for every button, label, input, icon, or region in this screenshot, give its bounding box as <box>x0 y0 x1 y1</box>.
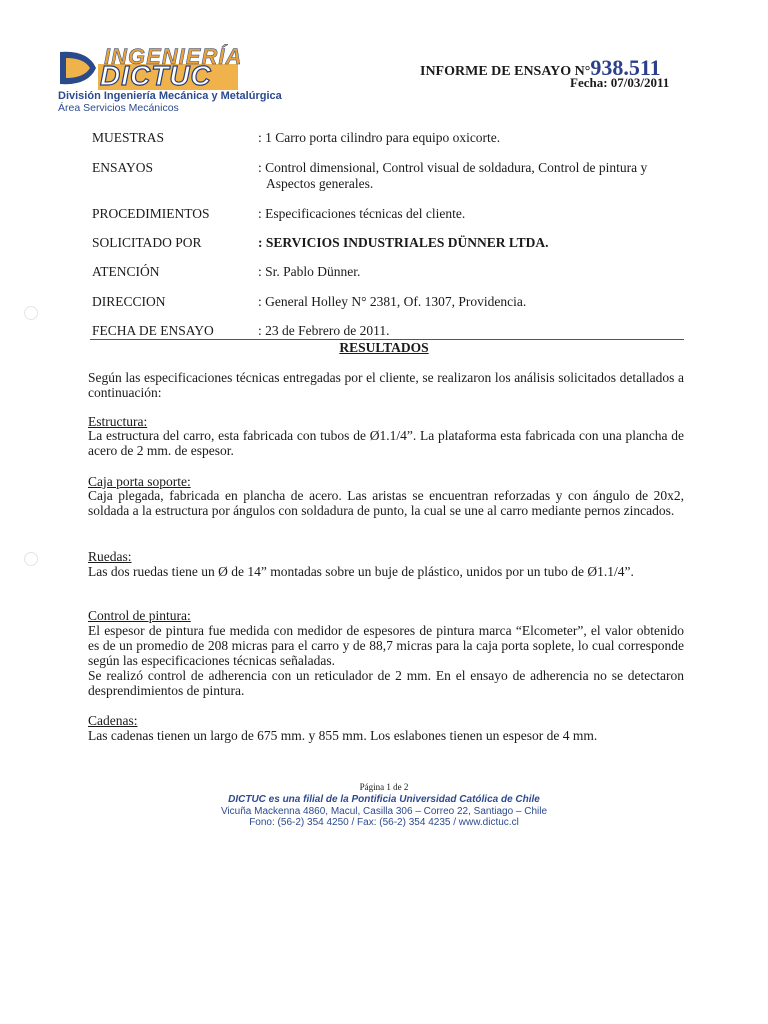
section-body-pintura: El espesor de pintura fue medida con medidor de espesores de pintura marca “Elcometer”, el valor obtenido es de un promedio de 208 micras para el carro y de 88,7 micras para la caja porta soplete, lo cual corresponde según las especificaciones técnicas señaladas. <box>88 623 684 668</box>
page-number: Página 1 de 2 <box>359 782 409 792</box>
footer-address: Vicuña Mackenna 4860, Macul, Casilla 306 – Correo 22, Santiago – Chile <box>220 806 548 817</box>
section-heading-ruedas: Ruedas: <box>88 549 132 564</box>
field-label-solicitado: SOLICITADO POR <box>92 235 202 250</box>
field-value-atencion: : Sr. Pablo Dünner. <box>258 264 361 279</box>
report-date: Fecha: 07/03/2011 <box>570 75 670 90</box>
field-value-procedimientos: : Especificaciones técnicas del cliente. <box>258 206 466 221</box>
punch-hole-mark <box>24 552 38 566</box>
field-value-direccion: : General Holley N° 2381, Of. 1307, Providencia. <box>258 294 527 309</box>
section-heading-caja: Caja porta soporte: <box>88 474 191 489</box>
field-label-direccion: DIRECCION <box>92 294 166 309</box>
section-body-caja: Caja plegada, fabricada en plancha de acero. Las aristas se encuentran reforzadas y con ángulo de 20x2, soldada a la estructura por ángulos con soldadura de punto, la cual se une al carro mediante pernos zincados. <box>88 488 684 518</box>
footer-affiliation: DICTUC es una filial de la Pontificia Universidad Católica de Chile <box>228 794 540 805</box>
field-value-fecha-ensayo: : 23 de Febrero de 2011. <box>258 323 390 338</box>
division-name: División Ingeniería Mecánica y Metalúrgica <box>58 90 282 102</box>
area-name: Área Servicios Mecánicos <box>58 102 179 114</box>
punch-hole-mark <box>24 306 38 320</box>
section-body-estructura: La estructura del carro, esta fabricada con tubos de Ø1.1/4”. La plataforma esta fabricada con una plancha de acero de 2 mm. de espesor. <box>88 428 684 458</box>
section-heading-cadenas: Cadenas: <box>88 713 138 728</box>
field-label-fecha-ensayo: FECHA DE ENSAYO <box>92 323 214 338</box>
field-value-solicitado: : SERVICIOS INDUSTRIALES DÜNNER LTDA. <box>258 235 549 250</box>
field-label-procedimientos: PROCEDIMIENTOS <box>92 206 210 221</box>
field-value-ensayos: : Control dimensional, Control visual de soldadura, Control de pintura y <box>258 160 648 175</box>
field-label-atencion: ATENCIÓN <box>92 264 160 279</box>
results-intro: Según las especificaciones técnicas entregadas por el cliente, se realizaron los análisis solicitados detallados a continuación: <box>88 370 684 400</box>
section-body-ruedas: Las dos ruedas tiene un Ø de 14” montadas sobre un buje de plástico, unidos por un tubo de Ø1.1/4”. <box>88 564 634 579</box>
report-number: 938.511 <box>590 55 661 80</box>
section-body-cadenas: Las cadenas tienen un largo de 675 mm. y 855 mm. Los eslabones tienen un espesor de 4 mm. <box>88 728 598 743</box>
field-value-ensayos-cont: Aspectos generales. <box>266 176 374 191</box>
results-title: RESULTADOS <box>339 340 429 355</box>
section-heading-estructura: Estructura: <box>88 414 148 429</box>
field-label-ensayos: ENSAYOS <box>92 160 154 175</box>
report-label: INFORME DE ENSAYO N° <box>420 64 591 79</box>
dictuc-logo-mark <box>58 48 98 88</box>
field-label-muestras: MUESTRAS <box>92 130 165 145</box>
field-value-muestras: : 1 Carro porta cilindro para equipo oxicorte. <box>258 130 501 145</box>
footer-contact: Fono: (56-2) 354 4250 / Fax: (56-2) 354 4235 / www.dictuc.cl <box>249 817 519 828</box>
logo-top-text: INGENIERÍA <box>104 44 243 69</box>
section-heading-pintura: Control de pintura: <box>88 608 191 623</box>
logo-main-text: DICTUC <box>100 60 212 91</box>
section-body-pintura-2: Se realizó control de adherencia con un reticulador de 2 mm. En el ensayo de adherencia no se detectaron desprendimientos de pintura. <box>88 668 684 698</box>
